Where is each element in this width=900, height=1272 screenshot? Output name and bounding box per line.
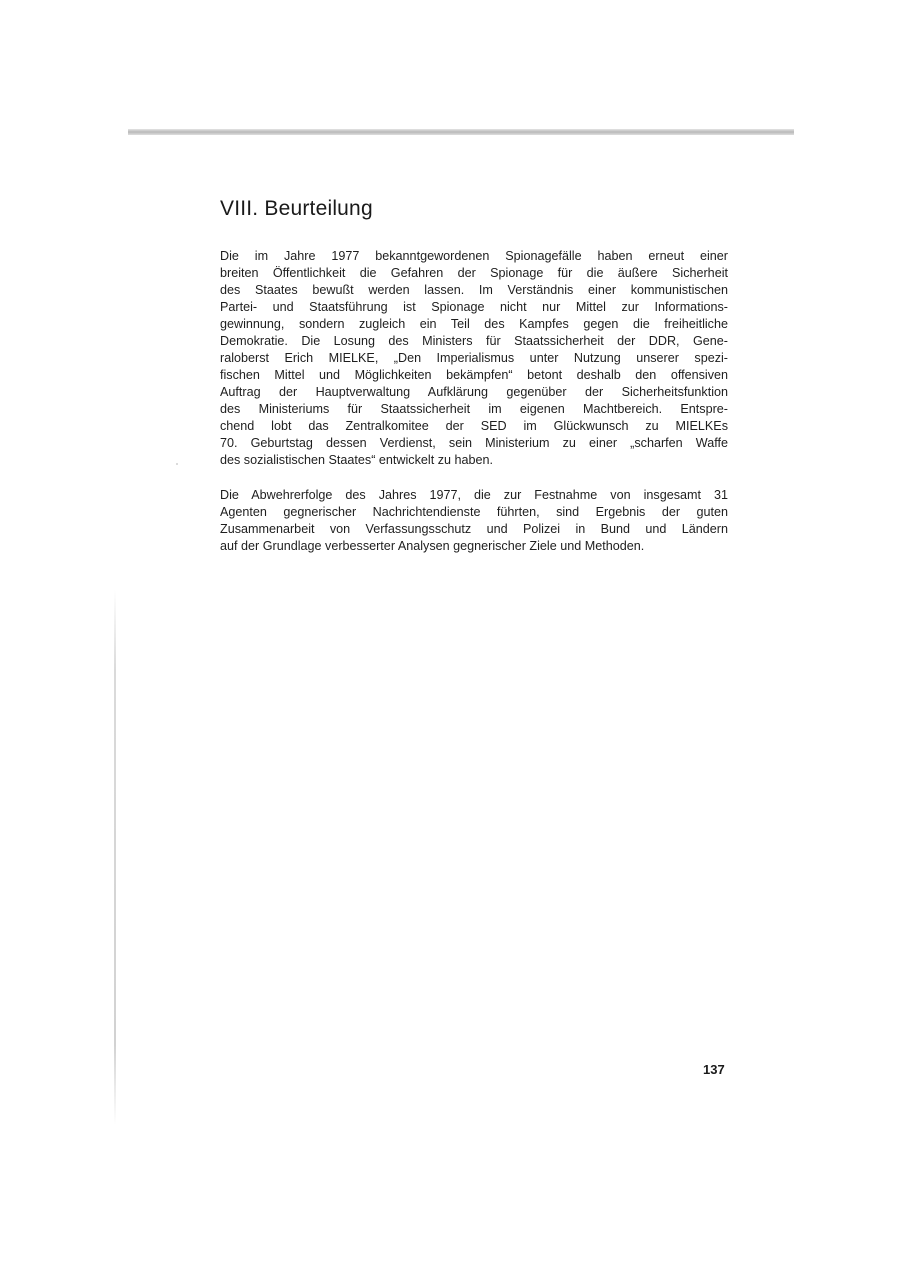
page-number: 137 [703,1062,725,1077]
text-line: des sozialistischen Staates“ entwickelt zu haben. [220,453,494,467]
section-heading: VIII. Beurteilung [220,197,373,220]
text-line: auf der Grundlage verbesserter Analysen gegnerischer Ziele und Methoden. [220,539,645,553]
text-line: Demokratie. Die Losung des Ministers für Staatssicherheit der DDR, Gene- [220,334,728,348]
text-line: breiten Öffentlichkeit die Gefahren der Spionage für die äußere Sicherheit [220,266,728,280]
text-line: Partei- und Staatsführung ist Spionage nicht nur Mittel zur Informations- [220,300,728,314]
body-text [220,248,728,573]
text-line: chend lobt das Zentralkomitee der SED im Glückwunsch zu MIELKEs [220,419,728,433]
text-line: Zusammenarbeit von Verfassungsschutz und Polizei in Bund und Ländern [220,522,728,536]
paragraph [220,248,728,469]
text-line: des Staates bewußt werden lassen. Im Verständnis einer kommunistischen [220,283,728,297]
paragraph [220,487,728,555]
text-line: 70. Geburtstag dessen Verdienst, sein Ministerium zu einer „scharfen Waffe [220,436,728,450]
top-rule [128,129,794,135]
scan-edge-shadow [114,590,116,1125]
text-line: Die Abwehrerfolge des Jahres 1977, die zur Festnahme von insgesamt 31 [220,488,728,502]
text-line: raloberst Erich MIELKE, „Den Imperialismus unter Nutzung unserer spezi- [220,351,728,365]
text-line: gewinnung, sondern zugleich ein Teil des Kampfes gegen die freiheitliche [220,317,728,331]
text-line: des Ministeriums für Staatssicherheit im eigenen Machtbereich. Entspre- [220,402,728,416]
text-line: Die im Jahre 1977 bekanntgewordenen Spionagefälle haben erneut einer [220,249,728,263]
text-line: fischen Mittel und Möglichkeiten bekämpfen“ betont deshalb den offensiven [220,368,728,382]
text-line: Auftrag der Hauptverwaltung Aufklärung gegenüber der Sicherheitsfunktion [220,385,728,399]
text-line: Agenten gegnerischer Nachrichtendienste führten, sind Ergebnis der guten [220,505,728,519]
scan-speck [176,463,178,465]
